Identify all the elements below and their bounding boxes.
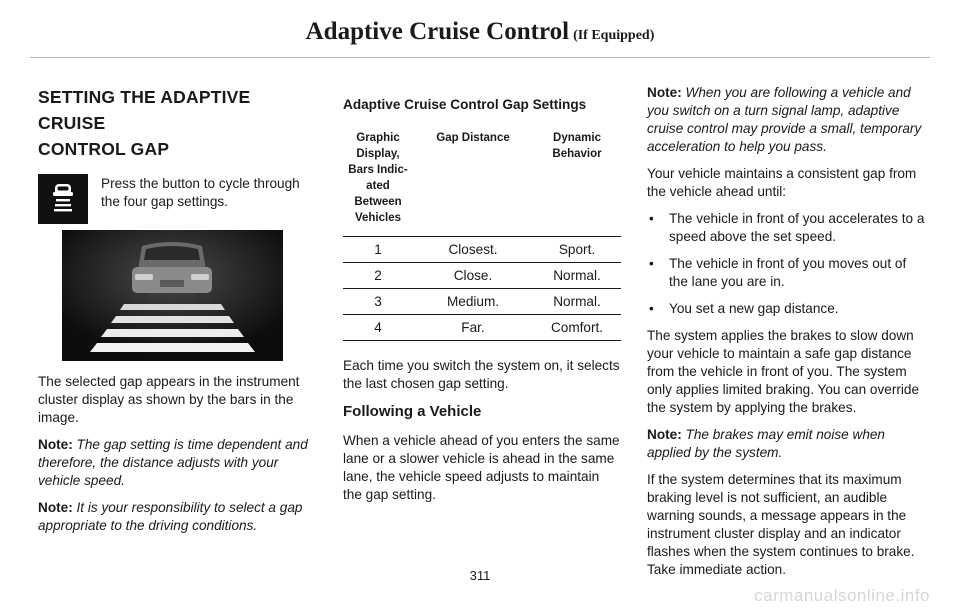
table-header-row — [343, 124, 621, 237]
gap-display-text: The selected gap appears in the instrument cluster display as shown by the bars in the image. — [38, 374, 300, 425]
gap-settings-table — [343, 124, 621, 341]
table-row: 1 Closest. Sport. — [343, 237, 621, 263]
braking-text: The system applies the brakes to slow down your vehicle to maintain a safe gap distance from the vehicle in front of you. The system only applies limited braking. You can override the system by applying the brakes. — [647, 328, 920, 415]
page-header — [0, 18, 960, 46]
note-responsibility: Note: It is your responsibility to select a gap appropriate to the driving conditions. — [38, 500, 303, 533]
page-number: 311 — [469, 568, 491, 583]
list-item: • The vehicle in front of you moves out of the lane you are in. — [647, 255, 925, 291]
chapter-title: Adaptive Cruise Control — [305, 18, 570, 45]
gap-button-icon — [38, 174, 88, 224]
header-graphic-display: Graphic Display, Bars Indic- ated Between Vehicles — [343, 124, 413, 237]
table-row: 4 Far. Comfort. — [343, 315, 621, 341]
following-heading: Following a Vehicle — [343, 403, 482, 420]
note-turn-signal: Note: When you are following a vehicle and you switch on a turn signal lamp, adaptive cruise control may provide a small, temporary acceleration to help you pass. — [647, 85, 922, 154]
gap-conditions-list — [647, 210, 925, 318]
header-rule — [30, 57, 930, 58]
table-row: 3 Medium. Normal. — [343, 289, 621, 315]
consistent-gap-intro: Your vehicle maintains a consistent gap from the vehicle ahead until: — [647, 166, 917, 199]
chapter-subtitle: (If Equipped) — [573, 28, 655, 43]
button-instruction: Press the button to cycle through the four gap settings. — [101, 176, 300, 209]
watermark: carmanualsonline.info — [754, 586, 930, 605]
column-left — [38, 84, 320, 544]
header-gap-distance: Gap Distance — [413, 124, 533, 237]
last-gap-text: Each time you switch the system on, it selects the last chosen gap setting. — [343, 358, 620, 391]
section-heading: SETTING THE ADAPTIVE CRUISE CONTROL GAP — [38, 87, 251, 159]
column-right — [647, 84, 925, 588]
list-item: • The vehicle in front of you accelerates to a speed above the set speed. — [647, 210, 925, 246]
note-time-dependent: Note: The gap setting is time dependent and therefore, the distance adjusts with your vehicle speed. — [38, 437, 308, 488]
list-item: • You set a new gap distance. — [647, 300, 925, 318]
table-title: Adaptive Cruise Control Gap Settings — [343, 97, 587, 112]
header-dynamic-behavior: Dynamic Behavior — [533, 124, 621, 237]
gap-bars-illustration — [62, 230, 283, 361]
warning-text: If the system determines that its maximum braking level is not sufficient, an audible warning sounds, a message appears in the instrument cluster display and an indicator flashes when the system continues to brake. Take immediate action. — [647, 472, 915, 577]
following-text: When a vehicle ahead of you enters the same lane or a slower vehicle is ahead in the same lane, the vehicle speed adjusts to maintain the gap setting. — [343, 433, 620, 502]
note-brake-noise: Note: The brakes may emit noise when applied by the system. — [647, 427, 885, 460]
column-middle — [343, 84, 621, 513]
gap-button-row — [38, 174, 320, 224]
table-row: 2 Close. Normal. — [343, 263, 621, 289]
